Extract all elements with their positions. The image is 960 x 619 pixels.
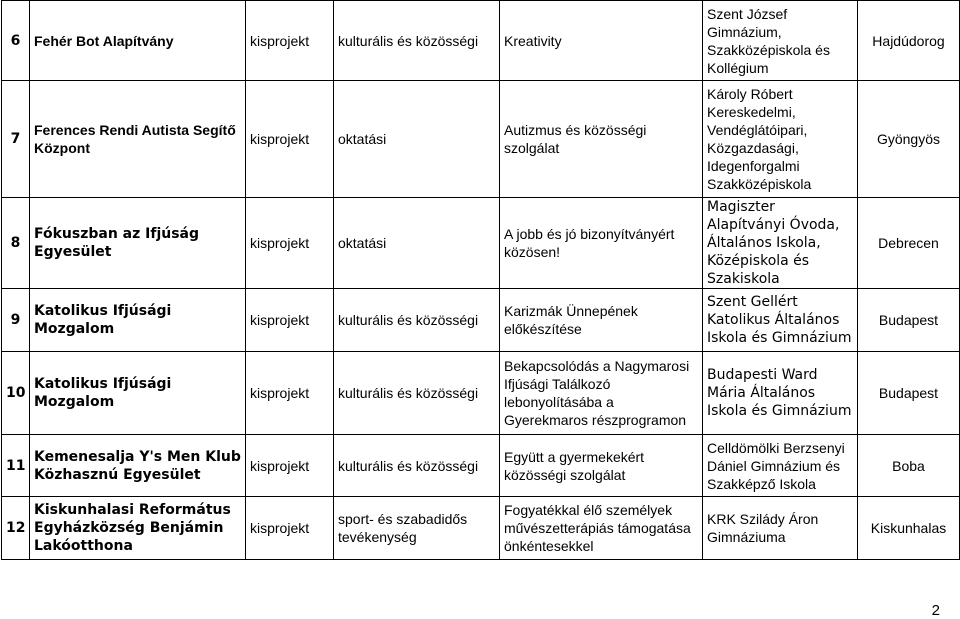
- project-title: Kreativity: [500, 1, 703, 81]
- page-number: 2: [931, 602, 940, 619]
- partner-school: Budapesti Ward Mária Általános Iskola és Gimnázium: [703, 352, 858, 435]
- row-number: 10: [2, 352, 30, 435]
- partner-school: KRK Szilády Áron Gimnáziuma: [703, 497, 858, 560]
- city: Hajdúdorog: [858, 1, 960, 81]
- partner-school: Szent Gellért Katolikus Általános Iskola és Gimnázium: [703, 289, 858, 352]
- organization-name: Kemenesalja Y's Men Klub Közhasznú Egyesület: [30, 435, 246, 497]
- city: Kiskunhalas: [858, 497, 960, 560]
- project-title: Együtt a gyermekekért közösségi szolgálat: [500, 435, 703, 497]
- organization-name: Katolikus Ifjúsági Mozgalom: [30, 352, 246, 435]
- row-number: 8: [2, 198, 30, 289]
- city: Budapest: [858, 352, 960, 435]
- table-row: [2, 198, 960, 289]
- project-category: oktatási: [334, 81, 500, 198]
- project-type: kisprojekt: [246, 497, 334, 560]
- project-category: kulturális és közösségi: [334, 435, 500, 497]
- project-type: kisprojekt: [246, 198, 334, 289]
- project-title: A jobb és jó bizonyítványért közösen!: [500, 198, 703, 289]
- partner-school: Szent József Gimnázium, Szakközépiskola és Kollégium: [703, 1, 858, 81]
- project-category: kulturális és közösségi: [334, 1, 500, 81]
- partner-school: Celldömölki Berzsenyi Dániel Gimnázium és Szakképző Iskola: [703, 435, 858, 497]
- organization-name: Kiskunhalasi Református Egyházközség Benjámin Lakóotthona: [30, 497, 246, 560]
- project-title: Karizmák Ünnepének előkészítése: [500, 289, 703, 352]
- row-number: 11: [2, 435, 30, 497]
- organization-name: Katolikus Ifjúsági Mozgalom: [30, 289, 246, 352]
- projects-table: [1, 0, 960, 560]
- table-row: [2, 435, 960, 497]
- project-type: kisprojekt: [246, 352, 334, 435]
- city: Boba: [858, 435, 960, 497]
- organization-name: Ferences Rendi Autista Segítő Központ: [30, 81, 246, 198]
- project-type: kisprojekt: [246, 435, 334, 497]
- partner-school: Magiszter Alapítványi Óvoda, Általános Iskola, Középiskola és Szakiskola: [703, 198, 858, 289]
- row-number: 7: [2, 81, 30, 198]
- project-type: kisprojekt: [246, 81, 334, 198]
- organization-name: Fókuszban az Ifjúság Egyesület: [30, 198, 246, 289]
- row-number: 12: [2, 497, 30, 560]
- table-row: [2, 352, 960, 435]
- project-category: kulturális és közösségi: [334, 352, 500, 435]
- project-category: kulturális és közösségi: [334, 289, 500, 352]
- project-category: oktatási: [334, 198, 500, 289]
- city: Debrecen: [858, 198, 960, 289]
- project-title: Fogyatékkal élő személyek művészetterápiás támogatása önkéntesekkel: [500, 497, 703, 560]
- row-number: 9: [2, 289, 30, 352]
- row-number: 6: [2, 1, 30, 81]
- organization-name: Fehér Bot Alapítvány: [30, 1, 246, 81]
- table-row: [2, 1, 960, 81]
- city: Gyöngyös: [858, 81, 960, 198]
- table-row: [2, 289, 960, 352]
- table-row: [2, 81, 960, 198]
- partner-school: Károly Róbert Kereskedelmi, Vendéglátóipari, Közgazdasági, Idegenforgalmi Szakközépiskola: [703, 81, 858, 198]
- project-type: kisprojekt: [246, 1, 334, 81]
- city: Budapest: [858, 289, 960, 352]
- table-row: [2, 497, 960, 560]
- project-title: Autizmus és közösségi szolgálat: [500, 81, 703, 198]
- project-type: kisprojekt: [246, 289, 334, 352]
- project-title: Bekapcsolódás a Nagymarosi Ifjúsági Találkozó lebonyolításába a Gyerekmaros részprogramon: [500, 352, 703, 435]
- project-category: sport- és szabadidős tevékenység: [334, 497, 500, 560]
